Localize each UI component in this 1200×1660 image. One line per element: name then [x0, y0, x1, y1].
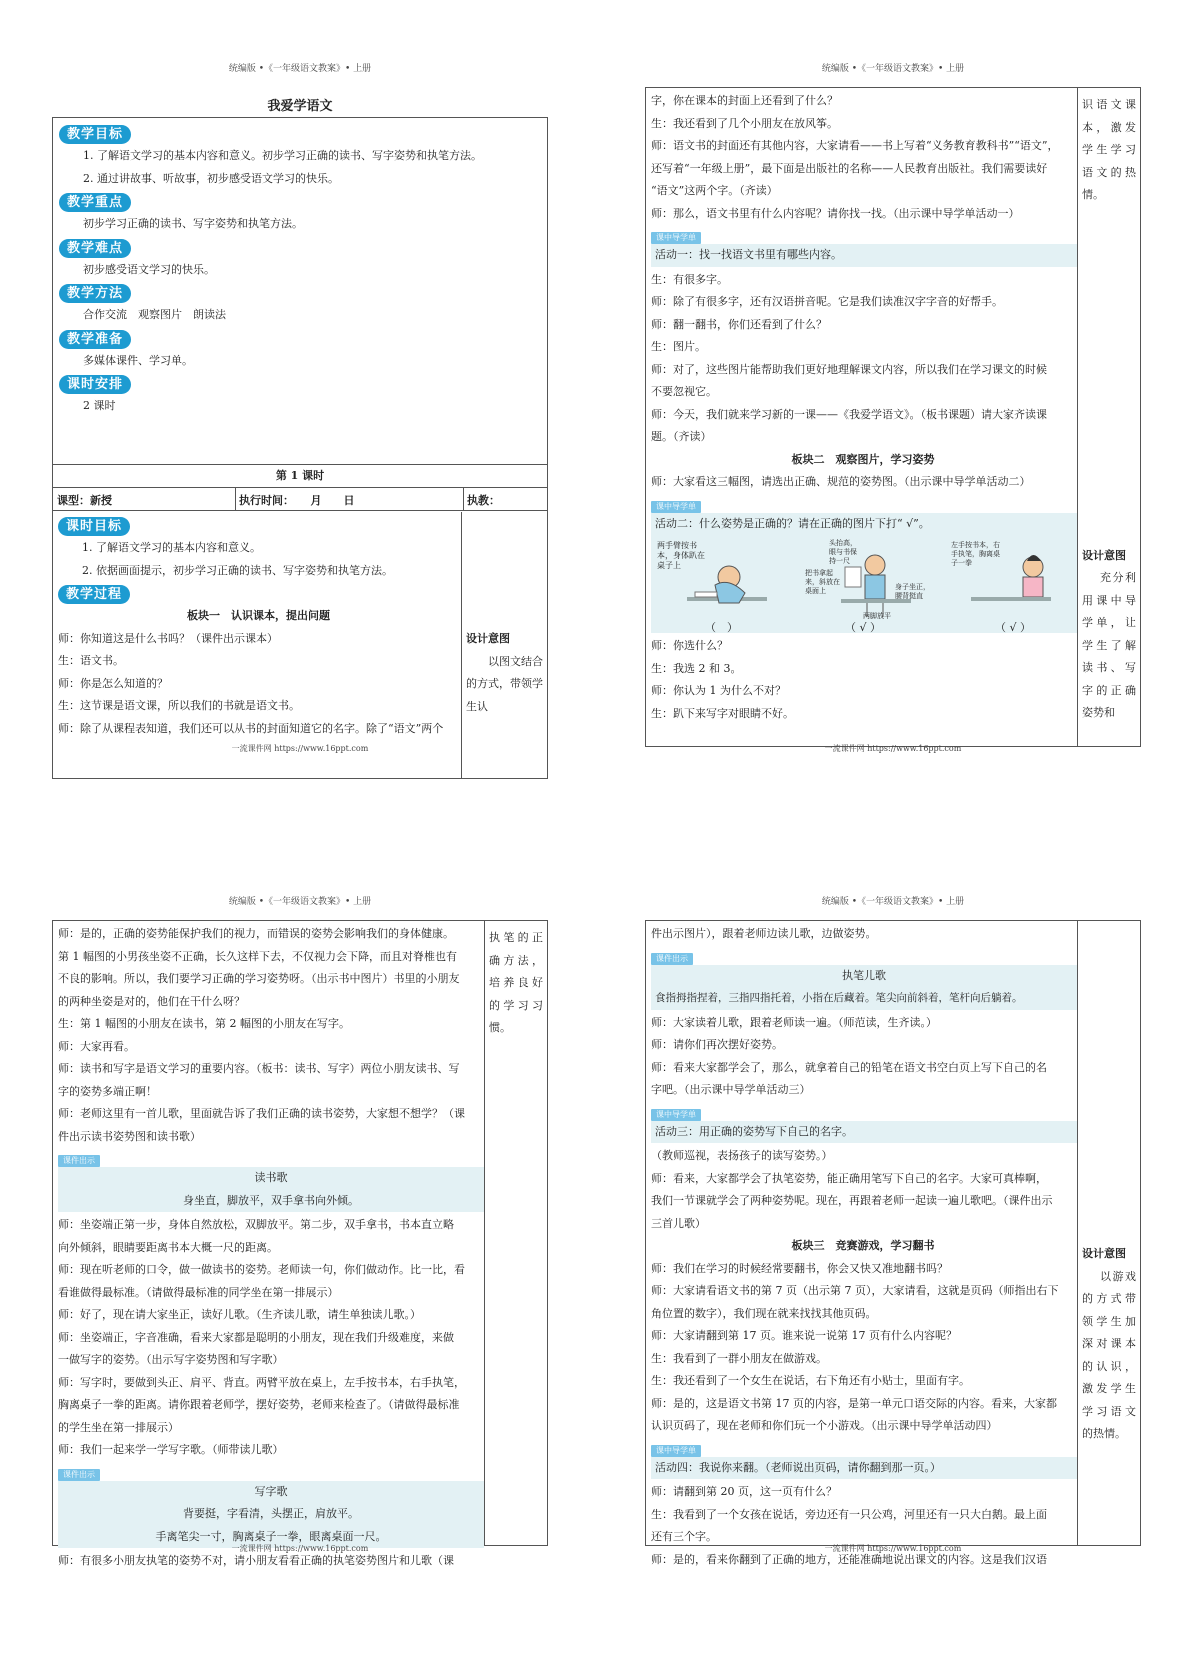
design-intent-text: 执笔的正确方法，培养良好的学习习惯。 [489, 931, 543, 1034]
song-title: 执笔儿歌 [842, 968, 886, 982]
song-box [651, 965, 1077, 1010]
figure-2-note-c: 身子坐正，腰背挺直 [895, 583, 930, 600]
activity-box [651, 244, 1077, 267]
dialogue-line: 师：看来，大家都学会了执笔姿势，能正确用笔写下自己的名字。大家可真棒啊， [651, 1171, 1047, 1185]
dialogue-line: 师：是的，这是语文书第 17 页的内容，是第一单元口语交际的内容。看来，大家都 [651, 1396, 1057, 1410]
design-intent-column [461, 512, 547, 778]
dialogue-line: 师：语文书的封面还有其他内容，大家请看——书上写着“义务教育教科书”“语文”， [651, 139, 1059, 152]
activity-box [651, 513, 1077, 634]
dialogue-line: 第 1 幅图的小男孩坐姿不正确，长久这样下去，不仅视力会下降，而且对脊椎也有 [58, 949, 457, 963]
dialogue-line: 生：语文书。 [58, 654, 124, 667]
dialogue-line: 师：大家再看。 [58, 1039, 135, 1053]
dialogue-line: 还有三个字。 [651, 1530, 717, 1543]
dialogue-line: 生：我看到了一个女孩在说话，旁边还有一只公鸡，河里还有一只大白鹅。最上面 [651, 1507, 1047, 1521]
hours: 2 课时 [83, 399, 116, 412]
dialogue-line: 字吧。（出示课中导学单活动三） [651, 1083, 811, 1096]
overview-section [53, 118, 547, 418]
lesson-goal-1: 1. 了解语文学习的基本内容和意义。 [82, 541, 261, 554]
song-title: 读书歌 [254, 1171, 288, 1184]
lesson-type: 课型：新授 [57, 494, 112, 507]
dialogue-line: 师：除了有很多字，还有汉语拼音呢。它是我们读准汉字字音的好帮手。 [651, 295, 1003, 308]
design-intent-text: 以游戏的方式带领学生加深对课本的认识，激发学生学习语文的热情。 [1082, 1269, 1136, 1440]
tag-courseware: 课件出示 [58, 1469, 100, 1481]
dialogue-line: 师：你认为 1 为什么不对？ [651, 684, 786, 697]
lesson-main [53, 512, 463, 778]
dialogue-line: 生：第 1 幅图的小朋友在读书，第 2 幅图的小朋友在写字。 [58, 1017, 350, 1030]
song-line: 手离笔尖一寸，胸离桌子一拳，眼离桌面一尺。 [155, 1529, 387, 1543]
dialogue-line: 师：读书和写字是语文学习的重要内容。（板书：读书、写字）两位小朋友读书、写 [58, 1062, 460, 1075]
divider [235, 488, 236, 510]
song-box [58, 1167, 484, 1212]
design-intent-heading: 设计意图 [1082, 548, 1126, 562]
lesson-main [646, 88, 1079, 746]
dialogue-line: 一做写字的姿势。（出示写字姿势图和写字歌） [58, 1353, 284, 1366]
figure-2-note-b: 把书拿起来，斜放在桌面上 [805, 569, 840, 595]
page-3 [52, 888, 548, 1608]
dialogue-line: 师：大家读着儿歌，跟着老师读一遍。（师范读，生齐读。） [651, 1015, 937, 1029]
song-line: 食指拇指捏着，三指四指托着，小指在后藏着。笔尖向前斜着，笔杆向后躺着。 [655, 992, 1023, 1004]
dialogue-line: 师：你是怎么知道的？ [58, 676, 168, 690]
dialogue-line: 不良的影响。所以，我们要学习正确的学习姿势呀。（出示书中图片）书里的小朋友 [58, 972, 460, 985]
dialogue-line: 师：老师这里有一首儿歌，里面就告诉了我们正确的读书姿势，大家想不想学？（课 [58, 1107, 465, 1120]
heading-methods: 教学方法 [59, 284, 131, 303]
dialogue-line: 生：有很多字。 [651, 272, 728, 286]
running-header: 统编版 •《一年级语文教案》• 上册 [228, 64, 372, 74]
dialogue-line: 师：有很多小朋友执笔的姿势不对，请小朋友看看正确的执笔姿势图片和儿歌（课 [58, 1554, 454, 1567]
dialogue-line: 师：是的，看来你翻到了正确的地方，还能准确地说出课文的内容。这是我们汉语 [651, 1552, 1047, 1566]
preparation: 多媒体课件、学习单。 [83, 353, 193, 367]
page-title: 我爱学语文 [267, 99, 333, 114]
dialogue-line: 生：我选 2 和 3。 [651, 661, 742, 675]
goal-2: 2. 通过讲故事、听故事，初步感受语文学习的快乐。 [83, 171, 339, 185]
dialogue-line: 师：看来大家都学会了，那么，就拿着自己的铅笔在语文书空白页上写下自己的名 [651, 1060, 1047, 1074]
meta-row [53, 487, 547, 511]
figure-1 [657, 537, 777, 619]
dialogue-line: 师：我们一起来学一学写字歌。（师带读儿歌） [58, 1443, 284, 1456]
dialogue-line: 师：大家请看语文书的第 7 页（出示第 7 页），大家请看，这就是页码（师指出右下 [651, 1284, 1059, 1297]
design-intent-column [484, 921, 547, 1545]
dialogue-line: 角位置的数字），我们现在就来找找其他页码。 [651, 1306, 877, 1320]
dialogue-line: 师：那么，语文书里有什么内容呢？请你找一找。（出示课中导学单活动一） [651, 206, 1020, 220]
dialogue-line: 向外倾斜，眼睛要距离书本大概一尺的距离。 [58, 1240, 278, 1254]
dialogue-line: 师：大家请翻到第 17 页。谁来说一说第 17 页有什么内容呢？ [651, 1329, 957, 1342]
activity-box [651, 1457, 1077, 1480]
posture-figures [655, 537, 1073, 633]
block-1-title: 板块一 认识课本，提出问题 [187, 609, 330, 622]
footer: 一流课件网 https://www.16ppt.com [824, 1544, 962, 1553]
page-1 [52, 55, 548, 775]
tag-guide-sheet: 课中导学单 [651, 501, 701, 513]
footer: 一流课件网 https://www.16ppt.com [231, 744, 369, 753]
figure-1-note: 两手臂按书本，身体趴在桌子上 [657, 541, 705, 570]
song-line: 身坐直，脚放平，双手拿书向外倾。 [183, 1193, 359, 1207]
dialogue-line: 认识页码了，现在老师和你们玩一个小游戏。（出示课中导学单活动四） [651, 1419, 998, 1432]
dialogue-line: 师：请你们再次摆好姿势。 [651, 1038, 783, 1051]
figure-2-note-d: 两脚放平 [863, 612, 891, 620]
activity-3: 活动三：用正确的姿势写下自己的名字。 [655, 1124, 853, 1138]
dialogue-line: 字的姿势多端正啊！ [58, 1084, 157, 1098]
heading-lesson-goals: 课时目标 [58, 517, 130, 536]
heading-goals: 教学目标 [59, 125, 131, 144]
exec-time: 执行时间： 月 日 [239, 494, 355, 507]
dialogue-line: 还写着“一年级上册”，最下面是出版社的名称——人民教育出版社。我们需要读好 [651, 161, 1048, 175]
design-intent-heading: 设计意图 [1082, 1247, 1126, 1260]
dialogue-line: 师：今天，我们就来学习新的一课——《我爱学语文》。（板书课题）请大家齐读课 [651, 407, 1047, 421]
running-header: 统编版 •《一年级语文教案》• 上册 [228, 897, 372, 907]
lesson-heading: 第 1 课时 [53, 464, 547, 487]
dialogue-line: 题。（齐读） [651, 430, 712, 443]
song-box [58, 1481, 484, 1549]
tag-courseware: 课件出示 [651, 953, 693, 965]
song-title: 写字歌 [254, 1484, 288, 1498]
lesson-table [645, 87, 1141, 747]
methods: 合作交流 观察图片 朗读法 [83, 308, 226, 321]
tag-courseware: 课件出示 [58, 1155, 100, 1167]
dialogue-line: 师：你知道这是什么书吗？（课件出示课本） [58, 631, 278, 645]
dialogue-line: 师：是的，正确的姿势能保护我们的视力，而错误的姿势会影响我们的身体健康。 [58, 927, 454, 940]
answer-3: （ √ ） [995, 621, 1032, 634]
tag-guide-sheet: 课中导学单 [651, 232, 701, 244]
dialogue-line: 胸离桌子一拳的距离。请你跟着老师学，摆好姿势，老师来检查了。（请做得最标准 [58, 1398, 460, 1411]
activity-4: 活动四：我说你来翻。（老师说出页码，请你翻到那一页。） [655, 1460, 941, 1474]
dialogue-line: 我们一节课就学会了两种姿势呢。现在，再跟着老师一起读一遍儿歌吧。（课件出示 [651, 1194, 1053, 1207]
block-3-title: 板块三 竞赛游戏，学习翻书 [791, 1239, 935, 1252]
figure-2-note-a: 头抬高，眼与书保持一尺 [829, 539, 857, 565]
design-intent-text: 以图文结合的方式，带领学生认 [466, 654, 543, 713]
dialogue-line: 生：我还看到了一个女生在说话，右下角还有小贴士，里面有字。 [651, 1374, 970, 1387]
dialogue-line: 件出示读书姿势图和读书歌） [58, 1129, 201, 1143]
answer-1: （ ） [705, 621, 738, 634]
divider [463, 488, 464, 510]
heading-difficulties: 教学难点 [59, 239, 131, 258]
page-4 [645, 888, 1141, 1608]
design-intent-heading: 设计意图 [466, 632, 510, 645]
heading-key-points: 教学重点 [59, 193, 131, 212]
figure-3-note: 左手按书本，右手执笔，胸离桌子一拳 [951, 541, 1000, 567]
lesson-goal-2: 2. 依据画面提示，初步学习正确的读书、写字姿势和执笔方法。 [82, 563, 393, 577]
key-points: 初步学习正确的读书、写字姿势和执笔方法。 [83, 217, 303, 230]
heading-process: 教学过程 [58, 585, 130, 604]
dialogue-line: 师：坐姿端正，字音准确，看来大家都是聪明的小朋友，现在我们升级难度，来做 [58, 1330, 454, 1344]
activity-2: 活动二：什么姿势是正确的？请在正确的图片下打“ √”。 [655, 516, 930, 530]
difficulties: 初步感受语文学习的快乐。 [83, 262, 215, 276]
dialogue-line: 看谁做得最标准。（请做得最标准的同学坐在第一排展示） [58, 1285, 339, 1299]
figure-2 [805, 537, 935, 619]
dialogue-line: 生：趴下来写字对眼睛不好。 [651, 706, 794, 720]
activity-1: 活动一：找一找语文书里有哪些内容。 [655, 248, 842, 261]
heading-hours: 课时安排 [59, 375, 131, 394]
dialogue-line: 师：写字时，要做到头正、肩平、背直。两臂平放在桌上，左手按书本，右手执笔， [58, 1375, 465, 1389]
dialogue-line: 师：你选什么？ [651, 639, 728, 652]
dialogue-line: 生：我还看到了几个小朋友在放风筝。 [651, 116, 838, 130]
running-header: 统编版 •《一年级语文教案》• 上册 [821, 897, 965, 907]
tag-guide-sheet: 课中导学单 [651, 1109, 701, 1121]
dialogue-line: 的两种坐姿是对的，他们在干什么呀？ [58, 994, 245, 1008]
tag-guide-sheet: 课中导学单 [651, 1445, 701, 1457]
dialogue-line: 师：好了，现在请大家坐正，读好儿歌。（生齐读儿歌，请生单独读儿歌。） [58, 1308, 421, 1321]
dialogue-line: 师：我们在学习的时候经常要翻书，你会又快又准地翻书吗？ [651, 1261, 948, 1275]
lesson-plan-table [52, 117, 548, 779]
design-intent-text: 识语文课本，激发学生学习语文的热情。 [1082, 98, 1136, 201]
dialogue-line: 师：翻一翻书，你们还看到了什么？ [651, 317, 827, 331]
activity-box [651, 1121, 1077, 1144]
design-intent-column [1077, 88, 1140, 746]
dialogue-line: 生：这节课是语文课，所以我们的书就是语文书。 [58, 699, 300, 712]
goal-1: 1. 了解语文学习的基本内容和意义。初步学习正确的读书、写字姿势和执笔方法。 [83, 149, 482, 162]
dialogue-line: 师：现在听老师的口令，做一做读书的姿势。老师读一句，你们做动作。比一比，看 [58, 1263, 465, 1276]
dialogue-line: 生：我看到了一群小朋友在做游戏。 [651, 1351, 827, 1365]
dialogue-line: 的学生坐在第一排展示） [58, 1420, 179, 1434]
dialogue-line: 生：图片。 [651, 340, 706, 353]
teacher: 执教： [467, 494, 500, 507]
footer: 一流课件网 https://www.16ppt.com [824, 744, 962, 753]
dialogue-line: 师：除了从课程表知道，我们还可以从书的封面知道它的名字。除了“语文”两个 [58, 721, 444, 735]
dialogue-line: 师：大家看这三幅图，请选出正确、规范的姿势图。（出示课中导学单活动二） [651, 475, 1031, 488]
dialogue-line: 字，你在课本的封面上还看到了什么？ [651, 94, 838, 107]
dialogue-line: “语文”这两个字。（齐读） [651, 184, 778, 197]
heading-preparation: 教学准备 [59, 330, 131, 349]
running-header: 统编版 •《一年级语文教案》• 上册 [821, 64, 965, 74]
dialogue-line: 师：请翻到第 20 页，这一页有什么？ [651, 1485, 837, 1498]
dialogue-line: 师：对了，这些图片能帮助我们更好地理解课文内容，所以我们在学习课文的时候 [651, 362, 1047, 376]
dialogue-line: 件出示图片），跟着老师边读儿歌，边做姿势。 [651, 927, 877, 940]
design-intent-column [1077, 921, 1140, 1545]
page-2 [645, 55, 1141, 775]
block-2-title: 板块二 观察图片，学习姿势 [791, 452, 935, 466]
dialogue-line: 师：坐姿端正第一步，身体自然放松，双脚放平。第二步，双手拿书，书本直立略 [58, 1218, 454, 1231]
design-intent-text: 充分利用课中导学单，让学生了解读书、写字的正确姿势和 [1082, 571, 1136, 719]
dialogue-line: 三首儿歌） [651, 1216, 706, 1230]
dialogue-line: 不要忽视它。 [651, 385, 717, 398]
dialogue-line: （教师巡视，表扬孩子的读写姿势。） [651, 1149, 833, 1162]
lesson-body [53, 512, 547, 778]
figure-3 [951, 537, 1071, 619]
song-line: 背要挺，字看清，头摆正，肩放平。 [183, 1507, 359, 1520]
footer: 一流课件网 https://www.16ppt.com [231, 1544, 369, 1553]
answer-2: （ √ ） [845, 621, 882, 634]
